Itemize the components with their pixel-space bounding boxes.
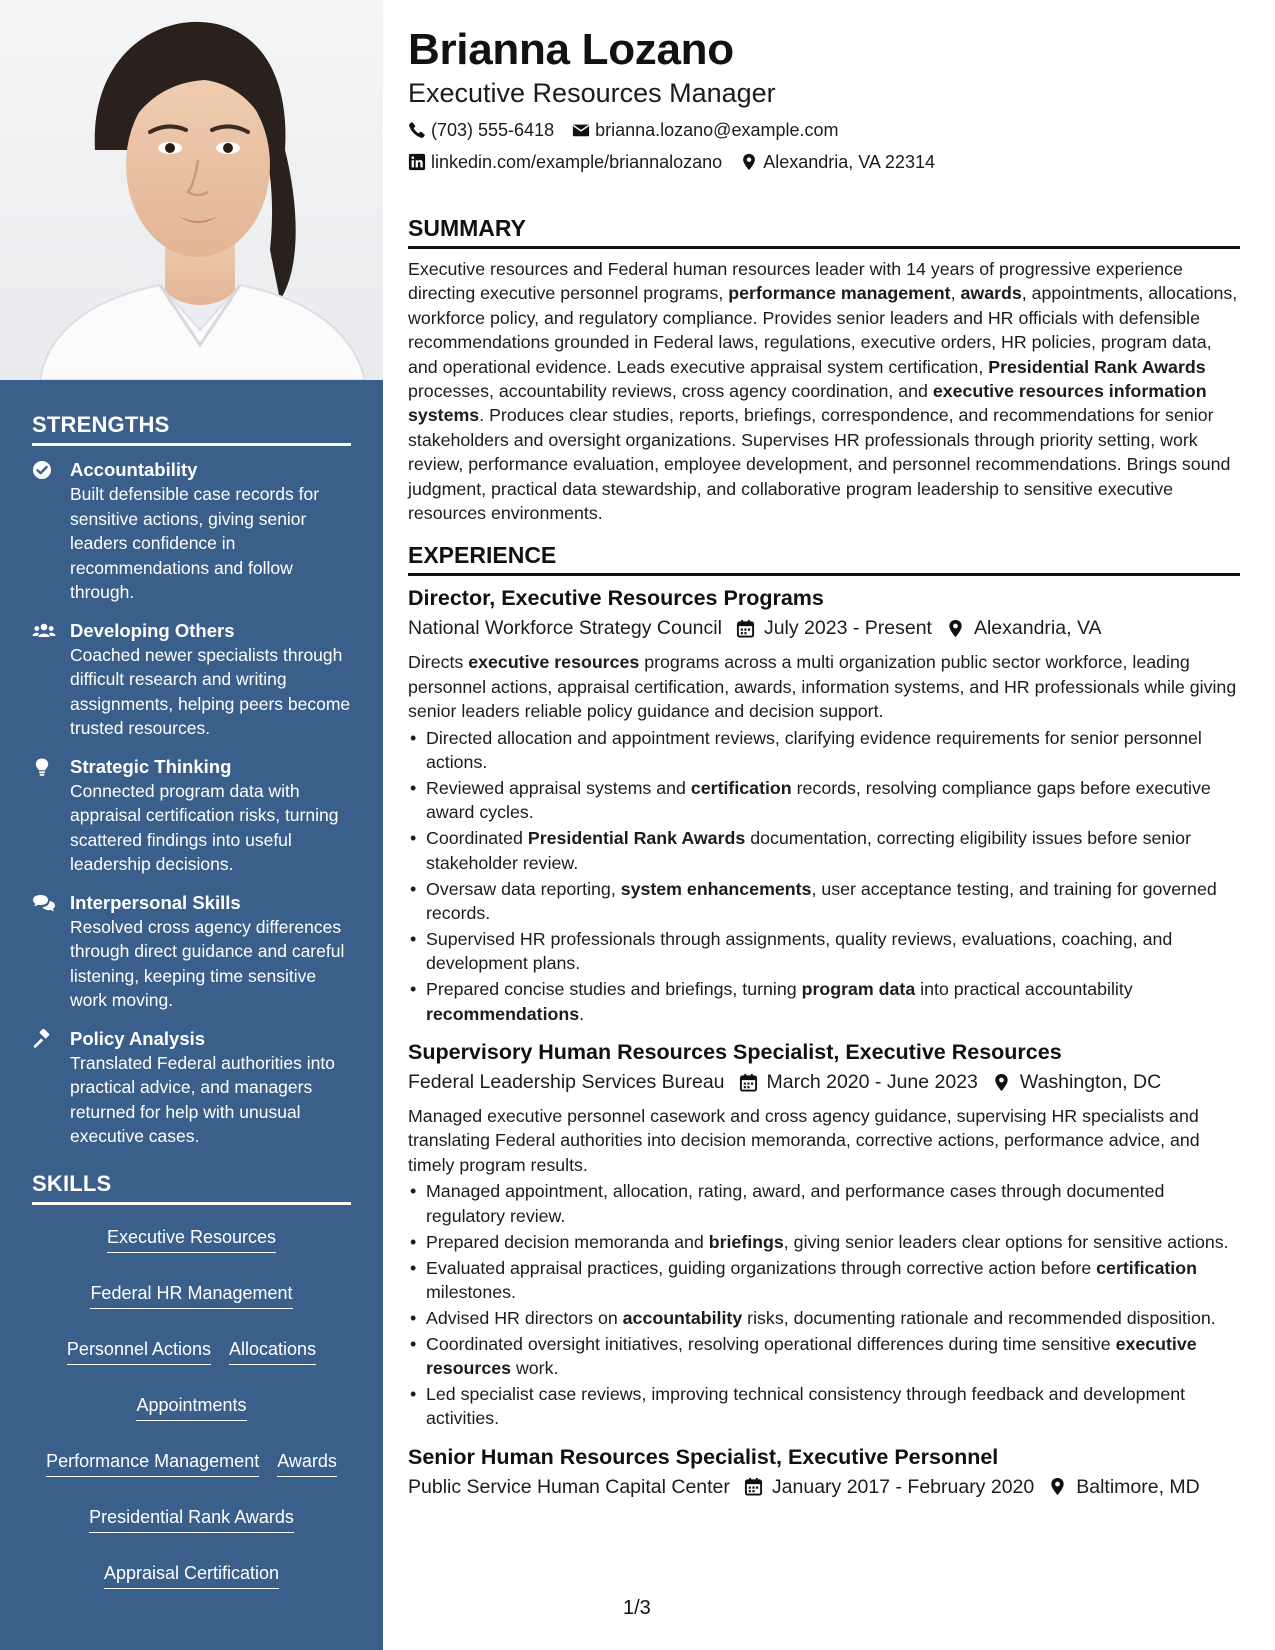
job-entry xyxy=(408,1443,1240,1501)
calendar-icon xyxy=(736,619,755,638)
job-dates-text: January 2017 - February 2020 xyxy=(771,1475,1035,1498)
bullet-item: • Led specialist case reviews, improving technical consistency through feedback and development activities. xyxy=(408,1382,1240,1431)
job-location-text: Alexandria, VA xyxy=(973,617,1102,640)
linkedin-text: linkedin.com/example/briannalozano xyxy=(431,152,723,172)
map-pin-icon xyxy=(740,153,758,171)
job-dates xyxy=(739,1068,978,1096)
strengths-heading: STRENGTHS xyxy=(32,412,351,446)
job-entry xyxy=(408,584,1240,1026)
experience-heading: EXPERIENCE xyxy=(408,541,1240,576)
job-bullets xyxy=(408,1179,1240,1431)
summary-emphasis: performance management xyxy=(728,283,951,304)
bullet-item: • Supervised HR professionals through assignments, quality reviews, evaluations, coaching, and development plans. xyxy=(408,927,1240,976)
strength-description: Translated Federal authorities into practical advice, and managers returned for help with unusual executive cases. xyxy=(70,1052,335,1146)
linkedin-icon xyxy=(408,153,426,171)
job-org: National Workforce Strategy Council xyxy=(408,617,722,640)
job-org: Public Service Human Capital Center xyxy=(408,1475,730,1498)
skills-list xyxy=(32,1217,351,1589)
summary-heading: SUMMARY xyxy=(408,214,1240,249)
job-description xyxy=(408,1104,1240,1177)
users-icon xyxy=(32,619,70,741)
skill-tag: Appointments xyxy=(136,1393,246,1421)
strength-title: Interpersonal Skills xyxy=(70,891,241,913)
bullet-item: • Coordinated Presidential Rank Awards documentation, correcting eligibility issues before senior stakeholder review. xyxy=(408,826,1240,875)
job-meta xyxy=(408,1473,1240,1501)
summary-emphasis: Presidential Rank Awards xyxy=(988,356,1206,377)
job-title: Director, Executive Resources Programs xyxy=(408,586,824,611)
calendar-icon xyxy=(744,1477,763,1496)
job-title: Supervisory Human Resources Specialist, Executive Resources xyxy=(408,1040,1062,1065)
location-text: Alexandria, VA 22314 xyxy=(763,152,935,172)
email-text: brianna.lozano@example.com xyxy=(595,120,839,140)
skill-tag: Executive Resources xyxy=(107,1225,276,1253)
job-description xyxy=(408,650,1240,723)
map-pin-icon xyxy=(1048,1477,1067,1496)
phone-icon xyxy=(408,121,426,139)
bullet-item: • Oversaw data reporting, system enhancements, user acceptance testing, and training for governed records. xyxy=(408,877,1240,926)
phone-text: (703) 555-6418 xyxy=(431,120,555,140)
summary-text xyxy=(408,257,1240,525)
calendar-icon xyxy=(739,1073,758,1092)
skill-tag: Performance Management xyxy=(46,1449,259,1477)
skill-tag: Allocations xyxy=(229,1337,316,1365)
job-location xyxy=(946,614,1102,642)
job-location-text: Washington, DC xyxy=(1019,1071,1162,1094)
strength-title: Accountability xyxy=(70,459,198,480)
desc-emphasis: executive resources xyxy=(468,652,640,673)
skill-tag: Appraisal Certification xyxy=(104,1561,279,1589)
job-location xyxy=(992,1068,1161,1096)
strength-item xyxy=(32,619,351,741)
job-entry xyxy=(408,1038,1240,1431)
gavel-icon xyxy=(32,1027,70,1149)
summary-emphasis: executive resources information systems xyxy=(408,381,1207,426)
profile-photo xyxy=(0,0,383,380)
desc-segment: Managed executive personnel casework and cross agency guidance, supervising HR specialists and translating Federal authorities into decision memoranda, corrective actions, performance advice, and timely program results. xyxy=(408,1106,1200,1175)
strength-item xyxy=(32,891,351,1013)
skill-tag: Awards xyxy=(277,1449,337,1477)
resume-main xyxy=(408,24,1240,1501)
job-meta xyxy=(408,1068,1240,1096)
bullet-item: • Coordinated oversight initiatives, resolving operational differences during time sensitive executive resources work. xyxy=(408,1332,1240,1381)
phone-contact[interactable] xyxy=(408,118,554,142)
map-pin-icon xyxy=(946,619,965,638)
envelope-icon xyxy=(572,121,590,139)
sidebar xyxy=(0,0,383,1650)
job-title: Senior Human Resources Specialist, Executive Personnel xyxy=(408,1444,999,1469)
candidate-name: Brianna Lozano xyxy=(408,25,734,74)
strength-description: Resolved cross agency differences through direct guidance and careful listening, keeping time sensitive work moving. xyxy=(70,916,345,1010)
bullet-item: • Managed appointment, allocation, rating, award, and performance cases through documented regulatory review. xyxy=(408,1179,1240,1228)
strength-description: Built defensible case records for sensitive actions, giving senior leaders confidence in recommendations and follow through. xyxy=(70,484,320,602)
strength-title: Developing Others xyxy=(70,619,235,641)
map-pin-icon xyxy=(992,1073,1011,1092)
job-dates-text: March 2020 - June 2023 xyxy=(766,1071,978,1094)
skills-heading: SKILLS xyxy=(32,1171,351,1205)
lightbulb-icon xyxy=(32,755,70,877)
email-contact[interactable] xyxy=(572,118,838,142)
summary-segment: . Produces clear studies, reports, briefings, correspondence, and recommendations for senior stakeholders and oversight organizations. Supervises HR professionals through priority setting, work review, performance evaluation, employee development, and personnel recommendations. Brings sound judgment, practical data stewardship, and collaborative program leadership to sensitive executive resources environments. xyxy=(408,405,1231,524)
strength-description: Coached newer specialists through difficult research and writing assignments, helping peers become trusted resources. xyxy=(70,644,351,738)
job-location xyxy=(1048,1473,1200,1501)
bullet-item: • Advised HR directors on accountability risks, documenting rationale and recommended disposition. xyxy=(408,1306,1240,1330)
contact-row xyxy=(408,118,1240,142)
skill-tag: Personnel Actions xyxy=(67,1337,211,1365)
summary-segment: , xyxy=(950,283,961,304)
desc-segment: programs across a multi organization public sector workforce, leading personnel actions, appraisal certification, awards, information systems, and HR professionals while giving senior leaders reliable policy guidance and decision support. xyxy=(408,652,1237,722)
bullet-item: • Reviewed appraisal systems and certification records, resolving compliance gaps before executive award cycles. xyxy=(408,776,1240,825)
desc-segment: Directs xyxy=(408,652,469,673)
summary-segment: processes, accountability reviews, cross agency coordination, and xyxy=(408,381,933,402)
strength-item xyxy=(32,458,351,605)
job-dates xyxy=(736,614,932,642)
job-org: Federal Leadership Services Bureau xyxy=(408,1071,725,1094)
job-dates-text: July 2023 - Present xyxy=(763,617,932,640)
summary-emphasis: awards xyxy=(960,283,1022,304)
summary-segment: Executive resources and Federal human resources leader with 14 years of progressive experience directing executive personnel programs, xyxy=(408,259,1183,304)
strength-item xyxy=(32,755,351,877)
bullet-item: • Prepared concise studies and briefings, turning program data into practical accountability recommendations. xyxy=(408,977,1240,1026)
check-circle-icon xyxy=(32,458,70,605)
job-dates xyxy=(744,1473,1034,1501)
candidate-title: Executive Resources Manager xyxy=(408,78,776,108)
strength-title: Strategic Thinking xyxy=(70,755,232,777)
job-location-text: Baltimore, MD xyxy=(1076,1475,1200,1498)
sidebar-panel xyxy=(0,380,383,1650)
job-meta xyxy=(408,614,1240,642)
page-number: 1/3 xyxy=(623,1597,651,1619)
strength-title: Policy Analysis xyxy=(70,1027,206,1049)
summary-segment: , appointments, allocations, workforce policy, and regulatory compliance. Provides senior leaders and HR officials with defensible recommendations grounded in Federal laws, regulations, executive orders, HR policies, program data, and operational evidence. Leads executive appraisal system certification, xyxy=(408,283,1238,377)
bullet-item: • Directed allocation and appointment reviews, clarifying evidence requirements for senior personnel actions. xyxy=(408,726,1240,775)
bullet-item: • Prepared decision memoranda and briefings, giving senior leaders clear options for sensitive actions. xyxy=(408,1230,1240,1254)
portrait-illustration xyxy=(0,0,383,380)
contact-row xyxy=(408,150,1240,174)
linkedin-contact[interactable] xyxy=(408,150,722,174)
chat-bubbles-icon xyxy=(32,891,70,1013)
job-bullets xyxy=(408,726,1240,1026)
skill-tag: Presidential Rank Awards xyxy=(89,1505,294,1533)
bullet-item: • Evaluated appraisal practices, guiding organizations through corrective action before certification milestones. xyxy=(408,1256,1240,1305)
location-contact xyxy=(740,150,935,174)
strength-description: Connected program data with appraisal certification risks, turning scattered findings into useful leadership decisions. xyxy=(70,780,339,874)
strength-item xyxy=(32,1027,351,1149)
skill-tag: Federal HR Management xyxy=(90,1281,292,1309)
